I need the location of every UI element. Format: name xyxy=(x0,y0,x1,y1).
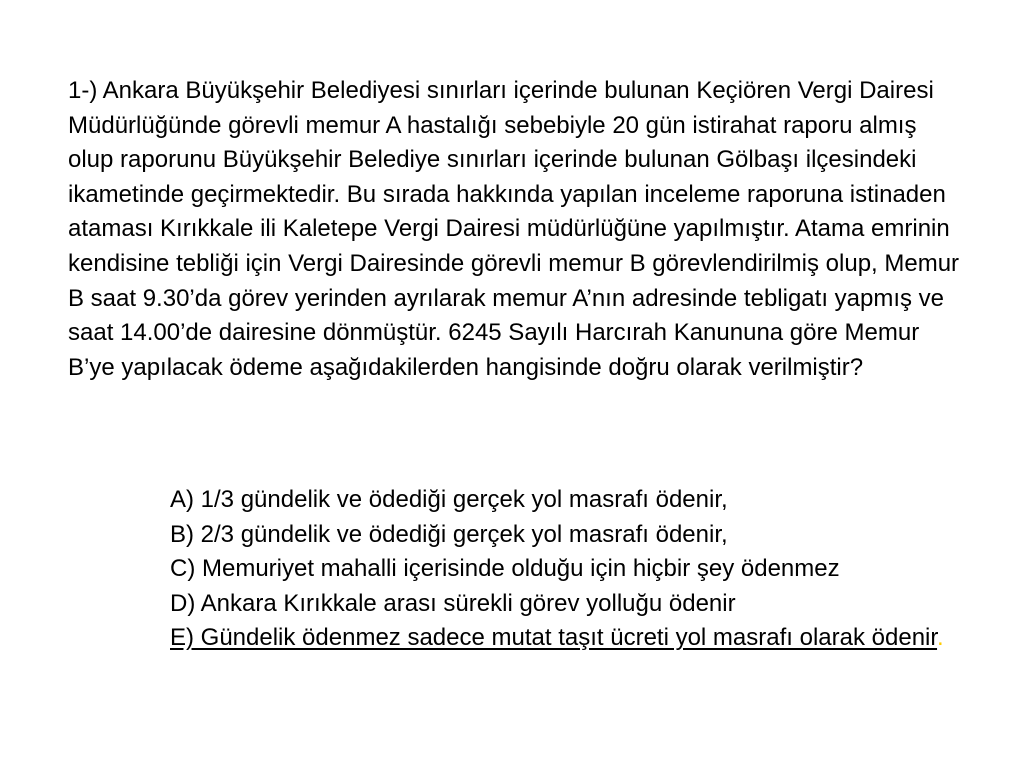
option-a: A) 1/3 gündelik ve ödediği gerçek yol masrafı ödenir, xyxy=(170,486,728,513)
option-e xyxy=(68,621,968,656)
question-text: 1-) Ankara Büyükşehir Belediyesi sınırları içerinde bulunan Keçiören Vergi Dairesi Müdürlüğünde görevli memur A hastalığı sebebiyle 20 gün istirahat raporu almış olup raporunu Büyükşehir Belediye sınırları içerinde bulunan Gölbaşı ilçesindeki ikametinde geçirmektedir. Bu sırada hakkında yapılan inceleme raporuna istinaden ataması Kırıkkale ili Kaletepe Vergi Dairesi müdürlüğüne yapılmıştır. Atama emrinin kendisine tebliği için Vergi Dairesinde görevli memur B görevlendirilmiş olup, Memur B saat 9.30’da görev yerinden ayrılarak memur A’nın adresinde tebligatı yapmış ve saat 14.00’de dairesine dönmüştür. 6245 Sayılı Harcırah Kanununa göre Memur B’ye yapılacak ödeme aşağıdakilerden hangisinde doğru olarak verilmiştir? xyxy=(68,77,960,381)
option-e-text: E) Gündelik ödenmez sadece mutat taşıt ücreti yol masrafı olarak ödenir xyxy=(170,624,938,652)
option-c: C) Memuriyet mahalli içerisinde olduğu için hiçbir şey ödenmez xyxy=(170,555,840,583)
option-b: B) 2/3 gündelik ve ödediği gerçek yol masrafı ödenir, xyxy=(170,520,728,548)
answer-options xyxy=(68,483,968,656)
option-e-period: . xyxy=(937,624,944,652)
option-d: D) Ankara Kırıkkale arası sürekli görev yolluğu ödenir xyxy=(170,589,736,617)
